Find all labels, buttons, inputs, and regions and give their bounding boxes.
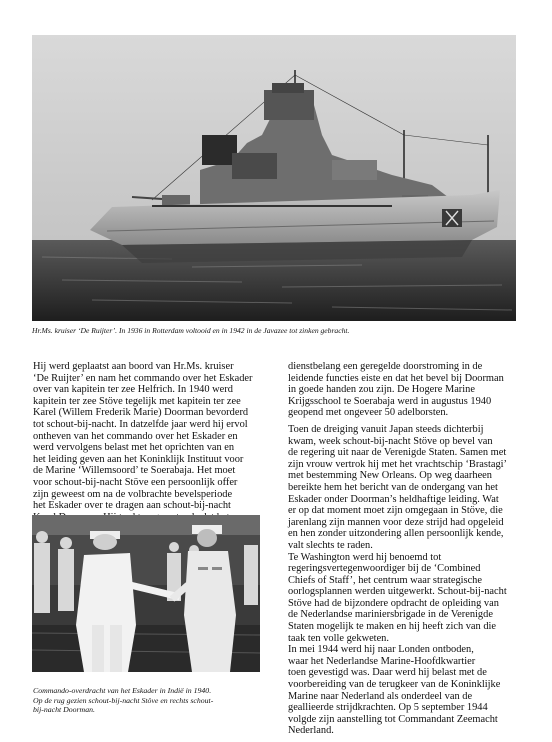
- left-column-text: Hij werd geplaatst aan boord van Hr.Ms. kruiser ‘De Ruijter’ en nam het commando over het Eskader over van kapitein ter zee Helfrich. In 1940 werd kapitein ter zee Stöve tegelijk met kapitein ter zee Karel (Willem Frederik Marie) Doorman bevorderd tot schout-bij-nacht. In datzelfde jaar werd hij ervol ontheven van het commando over het Eskader en werd vervolgens belast met het oprichten van en het leiding geven aan het Koninklijk Instituut voor de Marine ‘Willemsoord’ te Soerabaja. Het moet voor schout-bij-nacht Stöve een persoonlijk offer zijn geweest om na de volbrachte bevelsperiode het Eskader over te dragen aan schout-bij-nacht: [33, 361, 253, 512]
- cruiser-photo-caption: Hr.Ms. kruiser ‘De Ruijter’. In 1936 in Rotterdam voltooid en in 1942 in de Javazee tot zinken gebracht.: [32, 326, 350, 335]
- cruiser-photo: [32, 35, 516, 321]
- right-column: [288, 361, 538, 742]
- right-column-paragraph-2: Toen de dreiging vanuit Japan steeds dichterbij kwam, week schout-bij-nacht Stöve op bevel van de regering uit naar de Verenigde Staten. Samen met zijn vrouw vertrok hij met het vrachtschip ‘Brastagi’ met bestemming New Orleans. Op weg daarheen bereikte hem het bericht van de ondergang van het Eskader onder Doorman’s heldhaftige leiding. Wat er op dat moment moet zijn omgegaan in Stöve, die jarenlang zijn mannen voor deze strijd had opgeleid en hen zonder uitzondering allen persoonlijk kende, valt slechts te raden. Te Washington werd hij benoemd tot regeringsvertegenwoordiger bij de ‘Combined Chiefs of Staff’, het centrum waar strategische oorlogsplannen werden uitgewerkt. Schout-bij-nacht Stöve had de bijzondere opdracht de opleiding van de Nederlandse mariniersbrigade in de Verenigde Staten mogelijk te maken en hij heeft zich van die taak ten volle gekweten. In mei 1944 werd hij naar Londen ontboden, waar het Nederlandse Marine-Hoofdkwartier toen gevestigd was. Daar werd hij belast met de voorbereiding van de terugkeer van de Koninklijke Marine naar Nederland als onderdeel van de geallieerde strijdkrachten. Op 5 september 1944 volgde zijn aanstelling tot Commandant Zeemacht Nederland.: [288, 423, 508, 737]
- command-transfer-photo: [32, 515, 260, 672]
- right-column-paragraph-1: dienstbelang een geregelde doorstroming in de leidende functies eiste en dat het bevel bij Doorman in goede handen zou zijn. De Hogere Marine Krijgsschool te Soerabaja werd in augustus 1940 geopend met ongeveer 50 adelborsten.: [288, 361, 504, 419]
- command-transfer-caption-text: Commando-overdracht van het Eskader in Indië in 1940. Op de rug gezien schout-bij-nacht Stöve en rechts schout- bij-nacht Doorman.: [33, 686, 214, 715]
- command-transfer-caption: [33, 677, 273, 715]
- left-column: [33, 361, 278, 523]
